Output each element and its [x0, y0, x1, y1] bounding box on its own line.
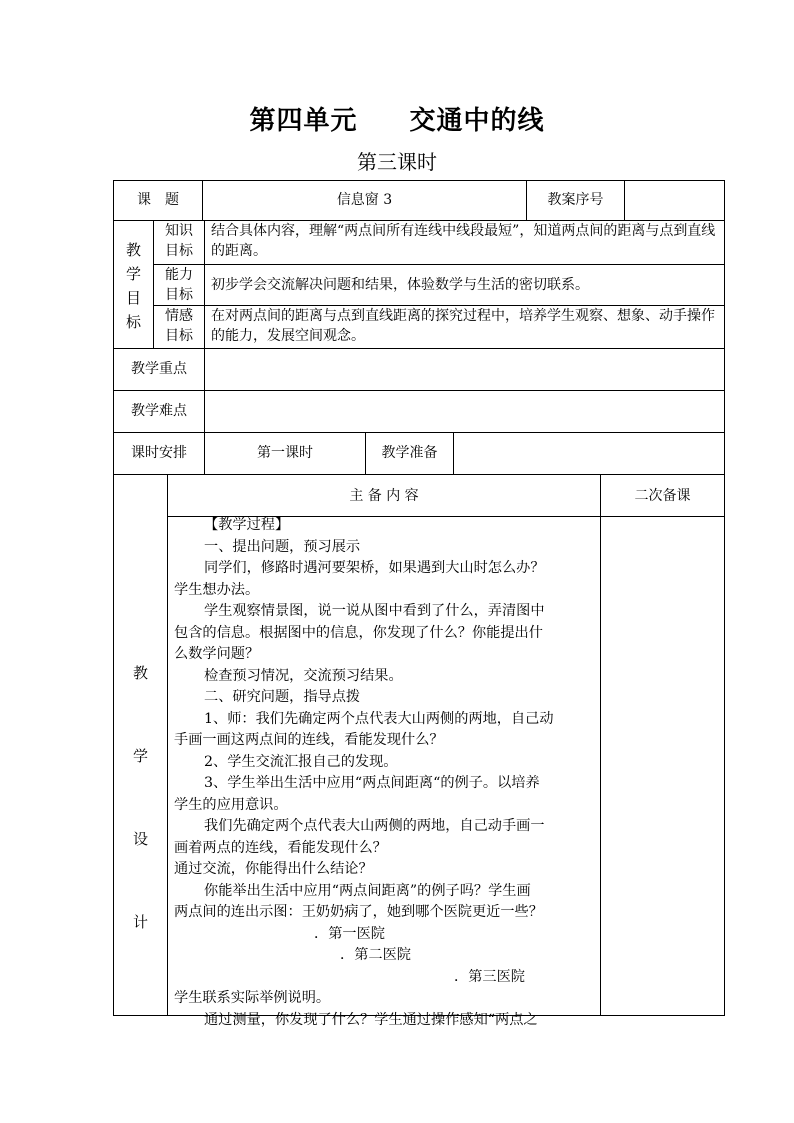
- content-line: 包含的信息。根据图中的信息，你发现了什么？你能提出什: [174, 624, 543, 641]
- table-border-right: [724, 180, 725, 1016]
- content-line: 我们先确定两个点代表大山两侧的两地，自己动手画一: [204, 818, 545, 834]
- label-char: 学: [132, 747, 148, 765]
- content-line: 两点间的连出示图：王奶奶病了，她到哪个医院更近一些？: [174, 904, 543, 920]
- hospital-1: ．第一医院: [314, 925, 385, 942]
- key-point-label: 教学重点: [131, 361, 187, 377]
- table-rule: [624, 180, 625, 221]
- preparation-label: 教学准备: [381, 445, 438, 461]
- content-line: 通过测量，你发现了什么？学生通过操作感知“两点之: [204, 1011, 538, 1028]
- topic-label: 课 题: [137, 192, 179, 208]
- content-line: 一、提出问题，预习展示: [204, 538, 361, 555]
- label-char: 标: [125, 313, 141, 331]
- label-line: 目标: [165, 328, 193, 344]
- content-line: 么数学问题？: [174, 646, 260, 662]
- schedule-label: 课时安排: [131, 445, 187, 461]
- table-rule: [167, 474, 168, 1016]
- title-unit: 第四单元: [249, 106, 358, 136]
- label-char: 设: [132, 830, 148, 848]
- content-line: 学生的应用意识。: [174, 796, 288, 813]
- teaching-design-label: [114, 662, 167, 931]
- label-char: 计: [132, 913, 148, 931]
- knowledge-goal-label: [154, 221, 204, 261]
- content-line: 同学们，修路时遇河要架桥，如果遇到大山时怎么办？: [204, 560, 545, 576]
- content-line: 【教学过程】: [204, 517, 290, 533]
- label-line: 目标: [165, 287, 193, 303]
- label-line: 目标: [165, 243, 193, 259]
- label-line: 情感: [165, 308, 193, 324]
- table-rule: [600, 474, 601, 1016]
- hospital-3: ．第三医院: [454, 968, 525, 985]
- hospital-2: ．第二医院: [340, 947, 411, 963]
- document-title: [0, 100, 794, 137]
- label-line: 知识: [165, 223, 193, 239]
- ability-goal-text: 初步学会交流解决问题和结果，体验数学与生活的密切联系。: [211, 277, 589, 293]
- table-rule: [453, 432, 454, 475]
- emotion-goal-text: 在对两点间的距离与点到直线距离的探究过程中，培养学生观察、想象、动手操作的能力，发展空间观念。: [211, 308, 715, 344]
- content-line: 学生联系实际举例说明。: [174, 990, 331, 1006]
- content-line: 手画一画这两点间的连线，看能发现什么？: [174, 732, 444, 748]
- lesson-process-content: [174, 515, 598, 1031]
- label-char: 教: [132, 664, 148, 682]
- content-line: 1、师：我们先确定两个点代表大山两侧的两地，自己动: [204, 710, 554, 727]
- content-line: 二、研究问题，指导点拨: [204, 689, 361, 705]
- content-line: 学生观察情景图，说一说从图中看到了什么，弄清图中: [204, 603, 545, 619]
- label-char: 学: [125, 265, 141, 283]
- emotion-goal-label: [154, 306, 204, 346]
- content-line: 通过交流，你能得出什么结论？: [174, 861, 373, 877]
- main-content-header: 主 备 内 容: [349, 488, 419, 504]
- knowledge-goal-text: 结合具体内容，理解“两点间所有连线中线段最短”，知道两点间的距离与点到直线的距离。: [211, 223, 716, 259]
- label-char: 目: [125, 289, 141, 307]
- plan-number-label: 教案序号: [547, 192, 604, 208]
- label-line: 能力: [165, 267, 193, 283]
- content-line: 检查预习情况，交流预习结果。: [204, 667, 403, 684]
- schedule-value: 第一课时: [257, 445, 313, 461]
- label-char: 教: [125, 241, 141, 259]
- title-topic: 交通中的线: [409, 106, 545, 136]
- content-line: 2、学生交流汇报自己的发现。: [204, 753, 398, 770]
- table-rule: [153, 264, 725, 265]
- difficulty-label: 教学难点: [131, 403, 187, 419]
- topic-value: 信息窗 3: [336, 192, 393, 208]
- content-line: 你能举出生活中应用“两点间距离”的例子吗？学生画: [204, 882, 531, 899]
- content-line: 画着两点的连线，看能发现什么？: [174, 839, 387, 856]
- content-line: 学生想办法。: [174, 581, 260, 598]
- table-border-top: [113, 180, 725, 181]
- ability-goal-label: [154, 265, 204, 305]
- document-subtitle: 第三课时: [357, 150, 437, 174]
- secondary-prep-header: 二次备课: [634, 488, 691, 504]
- teaching-goals-label: [114, 238, 153, 334]
- content-line: 3、学生举出生活中应用“两点间距离“的例子。以培养: [204, 775, 540, 791]
- table-rule: [204, 220, 205, 349]
